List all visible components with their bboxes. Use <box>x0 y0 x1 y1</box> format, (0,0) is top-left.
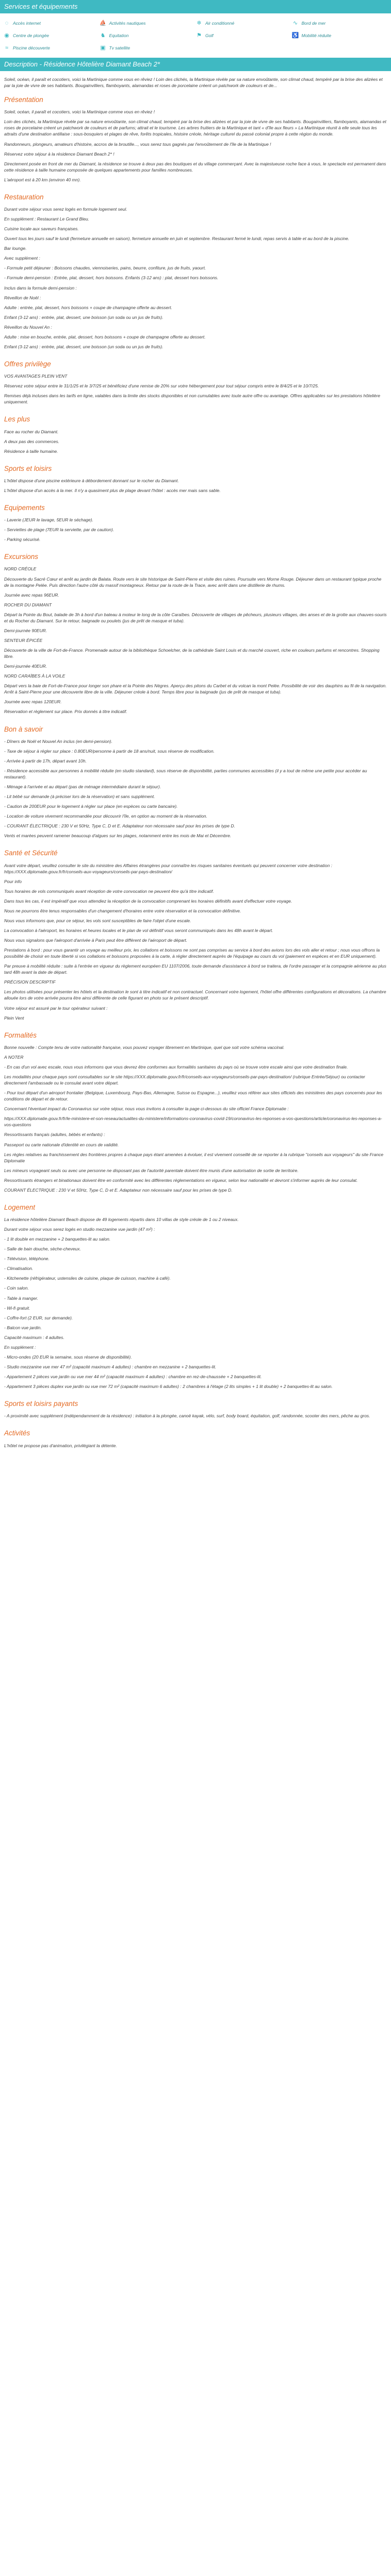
section-paragraph: - Parking sécurisé. <box>4 537 41 543</box>
section-paragraph: En supplément : Restaurant Le Grand Bleu. <box>4 216 89 222</box>
service-item <box>196 32 292 39</box>
wave-icon: ∿ <box>292 20 298 26</box>
section-title: Formalités <box>4 1031 37 1039</box>
service-item <box>100 20 196 27</box>
section-paragraph: Départ la Pointe du Bout, balade de 3h à bord d'un bateau à moteur le long de la côte Caraïbes. Découverte de villages de pêcheurs, plusieurs villages, des anses et de la grotte aux chauves-souris et du Rocher du Diamant. Sur le retour, baignade ou poulets (jus de prêt de masque et tuba). <box>4 612 387 623</box>
section-paragraph: ROCHER DU DIAMANT <box>4 602 52 607</box>
section-paragraph: - Location de voiture vivement recommandée pour découvrir l'île, en option au moment de la réservation. <box>4 814 207 819</box>
service-label: Activités nautiques <box>109 20 146 26</box>
section-paragraph: Demi-journée 40EUR. <box>4 664 47 669</box>
section-paragraph: Réservez votre séjour à la résidence Diamant Beach 2* ! <box>4 151 115 157</box>
service-label: Tv satellite <box>109 45 131 50</box>
section-paragraph: Loin des clichés, la Martinique révèle par sa nature envoûtante, son climat chaud, tempéré par la brise des alizées et par la joie de vivre de ses habitants. Bougainvilliers, flamboyants, alamandas et roses de porcelaine créent un patchwork de couleurs et de parfums; attrait et le tourisme. Les arbres fruitiers de la Martinique et tant « d'île aux fleurs » La Martinique réunit à elle seule tous les attraits d'une destination antillaise : sous-bosquiers et plages de rêve, forêts tropicales, histoire créole, héritage culturel du passé colonial propre à cette région du monde. <box>4 119 386 137</box>
section-title: Présentation <box>4 96 43 104</box>
section-paragraph: Remises déjà incluses dans les tarifs en ligne, valables dans la limite des stocks disponibles et non cumulables avec toute autre offre ou avantage. Offres applicables sur les prestations hôtelière uniquement. <box>4 393 381 405</box>
section-paragraph: - Lit bébé sur demande (à préciser lors de la réservation) et sans supplément. <box>4 794 155 800</box>
section-paragraph: Adulte : entrée, plat, dessert, hors boissons + coupe de champagne offerte au dessert. <box>4 304 172 310</box>
description-content <box>0 71 391 1463</box>
section-paragraph: Avec supplément : <box>4 256 40 261</box>
section-paragraph: - Coffre-fort (2 EUR, sur demande). <box>4 1315 73 1320</box>
snowflake-icon: ❄ <box>197 20 202 26</box>
section-paragraph: - Formule demi-pension : Entrée, plat, dessert, hors boissons. Enfants (3-12 ans) : plat, dessert hors boissons. <box>4 275 219 281</box>
section-paragraph: - Appartement 3 pièces duplex vue jardin ou vue mer 72 m² (capacité maximum 6 adultes) : 2 chambres à l'étage (2 lits simples + 1 lit double) + 2 banquettes-lit au salon. <box>4 1384 333 1389</box>
section-paragraph: COURANT ÉLECTRIQUE : 230 V et 50Hz, Type C, D et E. Adaptateur non nécessaire sauf pour les prises de type D. <box>4 1187 233 1193</box>
section-paragraph: Les modalités pour chaque pays sont consultables sur le site https://XXX.diplomatie.gouv.fr/fr/conseils-aux-voyageurs/conseils-par-pays-destination/ (rubrique Entrée/Séjour) ou contacter directement l'ambassade ou le consulat avant votre départ. <box>4 1074 365 1086</box>
section-title: Restauration <box>4 193 44 201</box>
section-paragraph: Capacité maximum : 4 adultes. <box>4 1334 64 1340</box>
section-title: Sports et loisirs payants <box>4 1400 78 1408</box>
section-paragraph: Résidence à taille humaine. <box>4 448 58 454</box>
section-paragraph: - Appartement 2 pièces vue jardin ou vue mer 44 m² (capacité maximum 4 adultes) : chambre en rez-de-chaussée + 2 banquettes-lit. <box>4 1374 262 1380</box>
section-paragraph: Les règles relatives au franchissement des frontières propres à chaque pays étant amenées à évoluer, il est vivement conseillé de se reporter à la rubrique "conseils aux voyageurs" du site France Diplomatie <box>4 1151 384 1163</box>
section-paragraph: NORD CRÉOLE <box>4 566 37 572</box>
service-item <box>100 32 196 39</box>
section-paragraph: Journée avec repas 96EUR. <box>4 592 59 598</box>
section-paragraph: - Studio mezzanine vue mer 47 m² (capacité maximum 4 adultes) : chambre en mezzanine + 2 banquettes-lit. <box>4 1364 217 1369</box>
wheelchair-icon: ♿ <box>291 32 299 39</box>
horse-icon: ♞ <box>100 32 106 39</box>
section-paragraph: - Formule petit déjeuner : Boissons chaudes, viennoiseries, pains, beurre, confiture, jus de fruits, yaourt. <box>4 265 206 271</box>
section-paragraph: Nous vous informons que, pour ce séjour, les vols sont susceptibles de faire l'objet d'une escale. <box>4 918 191 923</box>
section-paragraph: La résidence hôtelière Diamant Beach dispose de 49 logements répartis dans 10 villas de style créole de 1 ou 2 niveaux. <box>4 1217 239 1223</box>
section-paragraph: Prestations à bord : pour vous garantir un voyage au meilleur prix, les collations et boissons ne sont pas comprises au service à bord des avions lors des vols aller et retour ; nous vous offrons la possibilité de choisir en toute liberté si vos collations et boissons proposées à la carte, à régler directement auprès de l'équipage au cours du vol (paiement en espèces et en EUR uniquement). <box>4 947 380 959</box>
section-paragraph: Nous vous signalons que l'aéroport d'arrivée à Paris peut être différent de l'aéroport de départ. <box>4 938 187 943</box>
sections-container <box>4 95 387 1448</box>
tv-icon: ▣ <box>100 45 106 51</box>
section-paragraph: - Dîners de Noël et Nouvel An inclus (en demi-pension). <box>4 738 112 744</box>
golf-flag-icon: ⚑ <box>197 32 202 39</box>
section-paragraph: Avant votre départ, veuillez consulter le site du ministère des Affaires étrangères pour connaître les risques sanitaires éventuels qui peuvent concerner votre destination : https://XXX.diplomatie.gouv.fr/fr/conseils-aux-voyageurs/conseils-par-pays-destination/ <box>4 862 332 874</box>
section-title: Offres privilège <box>4 360 51 368</box>
section-paragraph: Inclus dans la formule demi-pension : <box>4 285 77 291</box>
section-paragraph: Randonneurs, plongeurs, amateurs d'histoire, accros de la broutille..., vous serez tous gagnés par l'envoûtement de l'île de la Martinique ! <box>4 141 271 147</box>
section-paragraph: - Serviettes de plage (7EUR la serviette, par de caution). <box>4 527 115 533</box>
section-paragraph: Soleil, océan, il paraît et cocotiers, voici la Martinique comme vous en rêviez ! <box>4 109 155 115</box>
section-title: Santé et Sécurité <box>4 849 58 857</box>
section-paragraph: L'hôtel dispose d'un accès à la mer. Il n'y a quasiment plus de plage devant l'hôtel : accès mer mais sans sable. <box>4 487 221 493</box>
section-paragraph: Réveillon de Noël : <box>4 295 41 300</box>
section-paragraph: Les mineurs voyageant seuls ou avec une personne ne disposant pas de l'autorité parentale doivent être munis d'une autorisation de sortie de territoire. <box>4 1167 299 1173</box>
section-paragraph: - Laverie (JEUR le lavage, 5EUR le séchage). <box>4 517 93 523</box>
service-item <box>100 44 196 52</box>
section-paragraph: - 1 lit double en mezzanine + 2 banquettes-lit au salon. <box>4 1236 111 1242</box>
section-paragraph: - En cas d'un vol avec escale, nous vous informons que vous devrez être conformes aux formalités sanitaires du pays où se trouve votre escale ainsi que votre destination finale. <box>4 1064 348 1070</box>
section-paragraph: Bar lounge. <box>4 246 27 251</box>
service-item <box>196 20 292 27</box>
description-intro: Soleil, océan, il paraît et cocotiers, voici la Martinique comme vous en rêviez ! Loin des clichés, la Martinique révèle par sa nature envoûtante, son climat chaud, tempéré par la brise des alizées et par la joie de vivre de ses habitants. Bougainvilliers, flamboyants, alamandas et roses de porcelaine créent un patchwork de couleurs et de... <box>4 77 383 89</box>
section-paragraph: NORD CARAÏBES À LA VOILE <box>4 673 66 679</box>
section-paragraph: - Coin salon. <box>4 1285 29 1291</box>
section-paragraph: Concernant l'éventuel impact du Coronavirus sur votre séjour, nous vous invitons à consulter la page ci-dessous du site officiel France Diplomatie : <box>4 1106 289 1112</box>
section-paragraph: Départ vers la baie de Fort-de-France pour longer son phare et la Pointe des Nègres. Aperçu des pitons du Carbet et du volcan la mont Pelée. Possibilité de voir des dauphins au fil de la navigation. Arrêt à Saint-Pierre pour une découverte libre de la ville. Déjeuner créole à bord. Temps libre pour la baignade (jus de prêt de masque et tuba). <box>4 683 387 695</box>
section-paragraph: https://XXX.diplomatie.gouv.fr/fr/le-ministere-et-son-reseau/actualites-du-ministere/informations-coronavirus-covid-19/coronavirus-les-reponses-a-vos-questions/article/coronavirus-les-reponses-a-vos-questions <box>4 1116 382 1128</box>
section-paragraph: - Salle de bain douche, sèche-cheveux. <box>4 1246 81 1252</box>
section-paragraph: Réservez votre séjour entre le 31/1/25 et le 3/7/25 et bénéficiez d'une remise de 20% sur votre hébergement pour tout séjour compris entre le 8/4/25 et le 10/7/25. <box>4 383 319 389</box>
section-paragraph: Journée avec repas 120EUR. <box>4 699 62 705</box>
section-paragraph: PRÉCISION DESCRIPTIF <box>4 979 56 985</box>
service-label: Air conditionné <box>205 20 235 26</box>
section-title: Activités <box>4 1429 30 1437</box>
section-paragraph: Votre séjour est assuré par le tour opérateur suivant : <box>4 1005 108 1011</box>
section-paragraph: Dans tous les cas, il est impératif que vous attendiez la réception de la convocation comprenant les horaires définitifs avant d'effectuer votre voyage. <box>4 898 292 904</box>
section-paragraph: - Taxe de séjour à régler sur place : 0.80EUR/personne à partir de 18 ans/nuit, sous réserve de modification. <box>4 748 215 754</box>
section-paragraph: Découverte de la ville de Fort-de-France. Promenade autour de la bibliothèque Schoelcher, de la cathédrale Saint Louis et du marché couvert, riche en couleurs parfums et rencontres. Shopping libre. <box>4 648 380 659</box>
service-item <box>292 20 388 27</box>
section-paragraph: VOS AVANTAGES PLEIN VENT <box>4 374 68 379</box>
section-title: Logement <box>4 1203 36 1211</box>
services-header: Services et équipements <box>0 0 391 13</box>
section-paragraph: Enfant (3-12 ans) : entrée, plat, dessert, une boisson (un soda ou un jus de fruits). <box>4 344 164 349</box>
section-paragraph: Face au rocher du Diamant. <box>4 429 59 434</box>
section-paragraph: - Ménage à l'arrivée et au départ (pas de ménage intermédiaire durant le séjour). <box>4 784 161 789</box>
section-paragraph: Réveillon du Nouvel An : <box>4 324 52 330</box>
section-title: Excursions <box>4 553 39 561</box>
section-title: Les plus <box>4 415 30 423</box>
section-paragraph: - Résidence accessible aux personnes à mobilité réduite (en studio standard), sous réserve de disponibilité, parties communes accessibles (il y a tout de même une petite pour accéder au restaurant). <box>4 768 367 779</box>
section-paragraph: Enfant (3-12 ans) : entrée, plat, dessert, une boisson (un soda ou un jus de fruits). <box>4 314 164 320</box>
section-paragraph: Vents et marées peuvent ramener beaucoup d'algues sur les plages, notamment entre les mois de Mai et Décembre. <box>4 833 232 839</box>
service-item <box>3 20 100 27</box>
section-paragraph: Tous horaires de vols communiqués avant réception de votre convocation ne peuvent être qu'à titre indicatif. <box>4 888 214 894</box>
service-label: Golf <box>205 32 214 38</box>
section-paragraph: Ressortissants étrangers et binationaux doivent être en conformité avec les différentes réglementations en vigueur, selon leur nationalité et devront s'informer auprès de leur consulat. <box>4 1177 358 1183</box>
service-label: Equitation <box>109 32 129 38</box>
section-paragraph: - COURANT ÉLECTRIQUE : 230 V et 50Hz, Type C, D et E. Adaptateur non nécessaire sauf pour les prises de type D. <box>4 823 235 829</box>
service-item <box>3 32 100 39</box>
section-paragraph: Directement posée en front de mer du Diamant, la résidence se trouve à deux pas des boutiques et du village commerçant. Avec la majestueuse roche face à vous, le spectacle est permanent dans cette résidence à taille humaine composée de quelques appartements pour familles nombreuses. <box>4 161 386 173</box>
section-paragraph: - Micro-ondes (20 EUR la semaine, sous réserve de disponibilité). <box>4 1354 132 1360</box>
section-paragraph: L'hôtel dispose d'une piscine extérieure à débordement donnant sur le rocher du Diamant. <box>4 478 179 483</box>
service-label: Centre de plongée <box>13 32 49 38</box>
section-paragraph: Adulte : mise en bouche, entrée, plat, dessert, hors boissons + coupe de champagne offerte au dessert. <box>4 334 206 340</box>
service-label: Accès internet <box>13 20 41 26</box>
section-paragraph: Ouvert tous les jours sauf le lundi (fermeture annuelle en saison), fermeture annuelle en juin et septembre. Restaurant fermé le lundi, repas servis à table et au bord de la piscine. <box>4 236 350 242</box>
service-item <box>3 44 100 52</box>
section-title: Bon à savoir <box>4 725 43 733</box>
service-label: Mobilité réduite <box>301 32 332 38</box>
service-label: Bord de mer <box>301 20 326 26</box>
section-paragraph: Réservation et règlement sur place. Prix donnés à titre indicatif. <box>4 709 127 715</box>
section-paragraph: - Pour tout départ d'un aéroport frontalier (Belgique, Luxembourg, Pays-Bas, Allemagne, Suisse ou Espagne...), veuillez vous référer aux sites officiels des ministères des pays concernés pour les conditions de départ et de retour. <box>4 1090 382 1102</box>
section-title: Sports et loisirs <box>4 464 52 472</box>
section-paragraph: Découverte du Sacré Cœur et arrêt au jardin de Balata. Route vers le site historique de Saint-Pierre et visite des ruines. Poursuite vers Morne Rouge. Déjeuner dans un restaurant typique proche de la montagne Pelée. Puis direction l'autre côté du massif montagneux. Retour par la route de la Trace, avec arrêt dans une distillerie de rhums. <box>4 576 382 588</box>
section-paragraph: Demi-journée 90EUR. <box>4 628 47 633</box>
service-item <box>292 32 388 39</box>
section-paragraph: En supplément : <box>4 1344 36 1350</box>
section-paragraph: - Arrivée à partir de 17h, départ avant 10h. <box>4 758 87 764</box>
sailboat-icon: ⛵ <box>99 20 107 26</box>
section-paragraph: L'aéroport est à 20 km (environ 40 mn). <box>4 177 81 182</box>
section-paragraph: A deux pas des commerces. <box>4 438 59 444</box>
section-paragraph: SENTEUR ÉPICÉE <box>4 637 43 643</box>
description-header: Description - Résidence Hôtelière Diamant Beach 2* <box>0 58 391 71</box>
section-paragraph: - Climatisation. <box>4 1266 34 1272</box>
diver-icon: ◉ <box>4 32 9 39</box>
section-paragraph: - Table à manger. <box>4 1295 38 1301</box>
section-paragraph: Plein Vent <box>4 1015 24 1021</box>
section-paragraph: - Wi-fi gratuit. <box>4 1305 30 1311</box>
section-paragraph: Durant votre séjour vous serez logés en studio mezzanine vue jardin (47 m²) : <box>4 1227 155 1232</box>
section-paragraph: Bonne nouvelle : Compte tenu de votre nationalité française, vous pouvez voyager librement en Martinique, quel que soit votre schéma vaccinal. <box>4 1044 285 1050</box>
section-paragraph: - Kitchenette (réfrigérateur, ustensiles de cuisine, plaque de cuisson, machine à café). <box>4 1276 171 1281</box>
section-paragraph: A NOTER <box>4 1054 24 1060</box>
section-paragraph: L'hôtel ne propose pas d'animation, privilégiant la détente. <box>4 1443 117 1448</box>
section-paragraph: - Télévision, téléphone. <box>4 1256 50 1262</box>
pool-icon: ≈ <box>5 45 9 51</box>
section-paragraph: Durant votre séjour vous serez logés en formule logement seul. <box>4 207 127 212</box>
services-grid <box>0 13 391 58</box>
section-title: Equipements <box>4 503 45 512</box>
section-paragraph: Pour info <box>4 878 22 884</box>
section-paragraph: La convocation à l'aéroport, les horaires et heures locales et le plan de vol définitif vous seront communiqués dans les 48h avant le départ. <box>4 927 273 933</box>
section-paragraph: Passeport ou carte nationale d'identité en cours de validité. <box>4 1142 119 1147</box>
section-paragraph: Nous ne pourrons être tenus responsables d'un changement d'horaires entre votre réservation et la convocation définitive. <box>4 908 241 913</box>
section-paragraph: - Caution de 200EUR pour le logement à régler sur place (en espèces ou carte bancaire). <box>4 804 178 809</box>
section-paragraph: Par preuve à mobilité réduite : suite à l'entrée en vigueur du règlement européen EU 1107/2006, toute demande d'assistance à bord se traitera, de l'ordre passager et la compagnie aérienne au plus tard 48h avant la date de départ. <box>4 963 386 975</box>
service-label: Piscine découverte <box>13 45 50 50</box>
section-paragraph: - Balcon vue jardin. <box>4 1325 42 1330</box>
section-paragraph: Cuisine locale aux saveurs françaises. <box>4 226 79 232</box>
section-paragraph: Ressortissants français (adultes, bébés et enfants) : <box>4 1132 105 1138</box>
section-paragraph: Les photos utilisées pour présenter les hôtels et la destination le sont à titre indicatif et non contractuel. Concernant votre logement, l'hôtel offre différentes configurations et décorations. La chambre allouée lors de votre arrivée pourra être ainsi différente de celle figurant en photo sur le présent descriptif. <box>4 989 386 1001</box>
section-paragraph: - A proximité avec supplément (indépendamment de la résidence) : initiation à la plongée, canoë kayak, vélo, surf, body board, équitation, golf, randonnée, scooter des mers, pêche au gros. <box>4 1413 370 1419</box>
wifi-icon: ◌ <box>5 20 9 26</box>
